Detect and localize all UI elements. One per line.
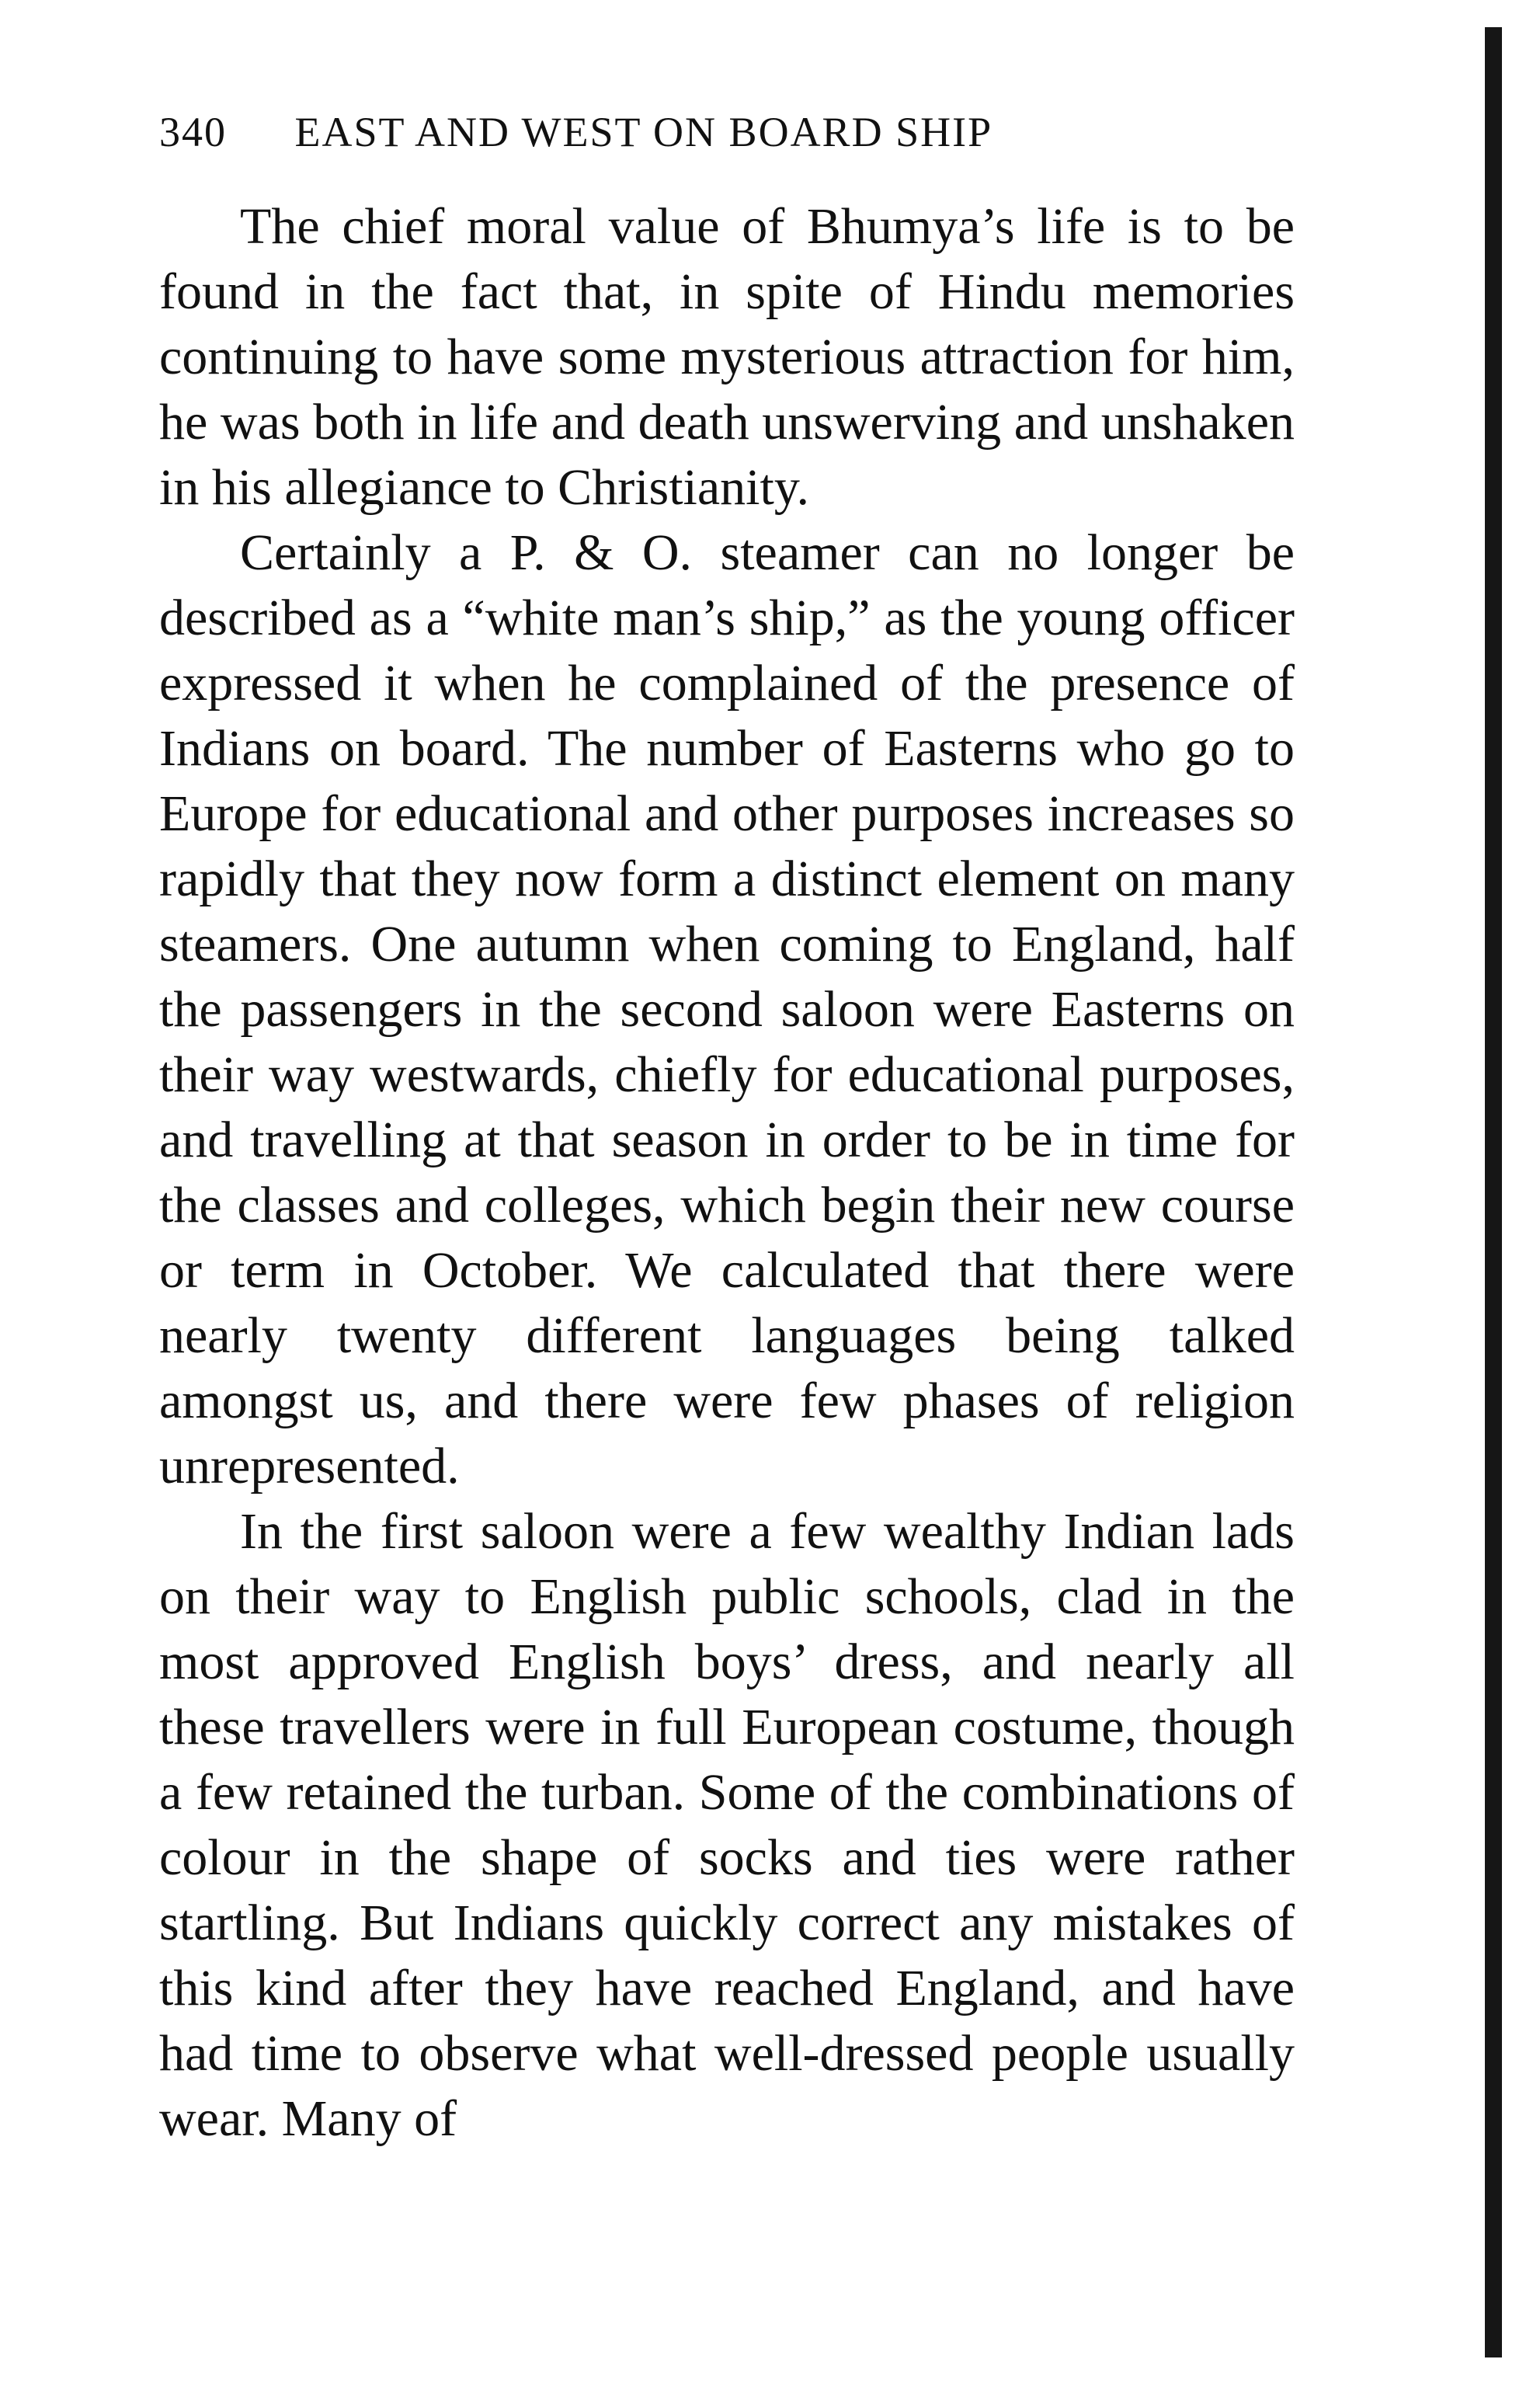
- running-head: [159, 97, 1309, 167]
- paragraph-1: The chief moral value of Bhumya’s life is to be found in the fact that, in spite of Hindu memories continuing to have some mysterious attraction for him, he was both in life and death unswerving and unshaken in his allegiance to Christianity.: [159, 198, 1295, 516]
- scan-edge-rule: [1485, 27, 1502, 2357]
- page-number: 340: [159, 109, 227, 155]
- paragraph-2: Certainly a P. & O. steamer can no longer be described as a “white man’s ship,” as the young officer expressed it when he complained of the presence of Indians on board. The number of Easterns who go to Europe for educational and other purposes increases so rapidly that they now form a distinct element on many steamers. One autumn when coming to England, half the passengers in the second saloon were Easterns on their way westwards, chiefly for educational purposes, and travelling at that season in order to be in time for the classes and colleges, which begin their new course or term in October. We calculated that there were nearly twenty different languages being talked amongst us, and there were few phases of religion unrepresented.: [159, 524, 1295, 1494]
- body-text: [159, 194, 1295, 2152]
- paragraph-3: In the first saloon were a few wealthy Indian lads on their way to English public schools, clad in the most approved English boys’ dress, and nearly all these travellers were in full European costume, though a few retained the turban. Some of the combinations of colour in the shape of socks and ties were rather startling. But Indians quickly correct any mistakes of this kind after they have reached England, and have had time to observe what well-dressed people usually wear. Many of: [159, 1503, 1295, 2147]
- running-title: EAST AND WEST ON BOARD SHIP: [294, 109, 993, 155]
